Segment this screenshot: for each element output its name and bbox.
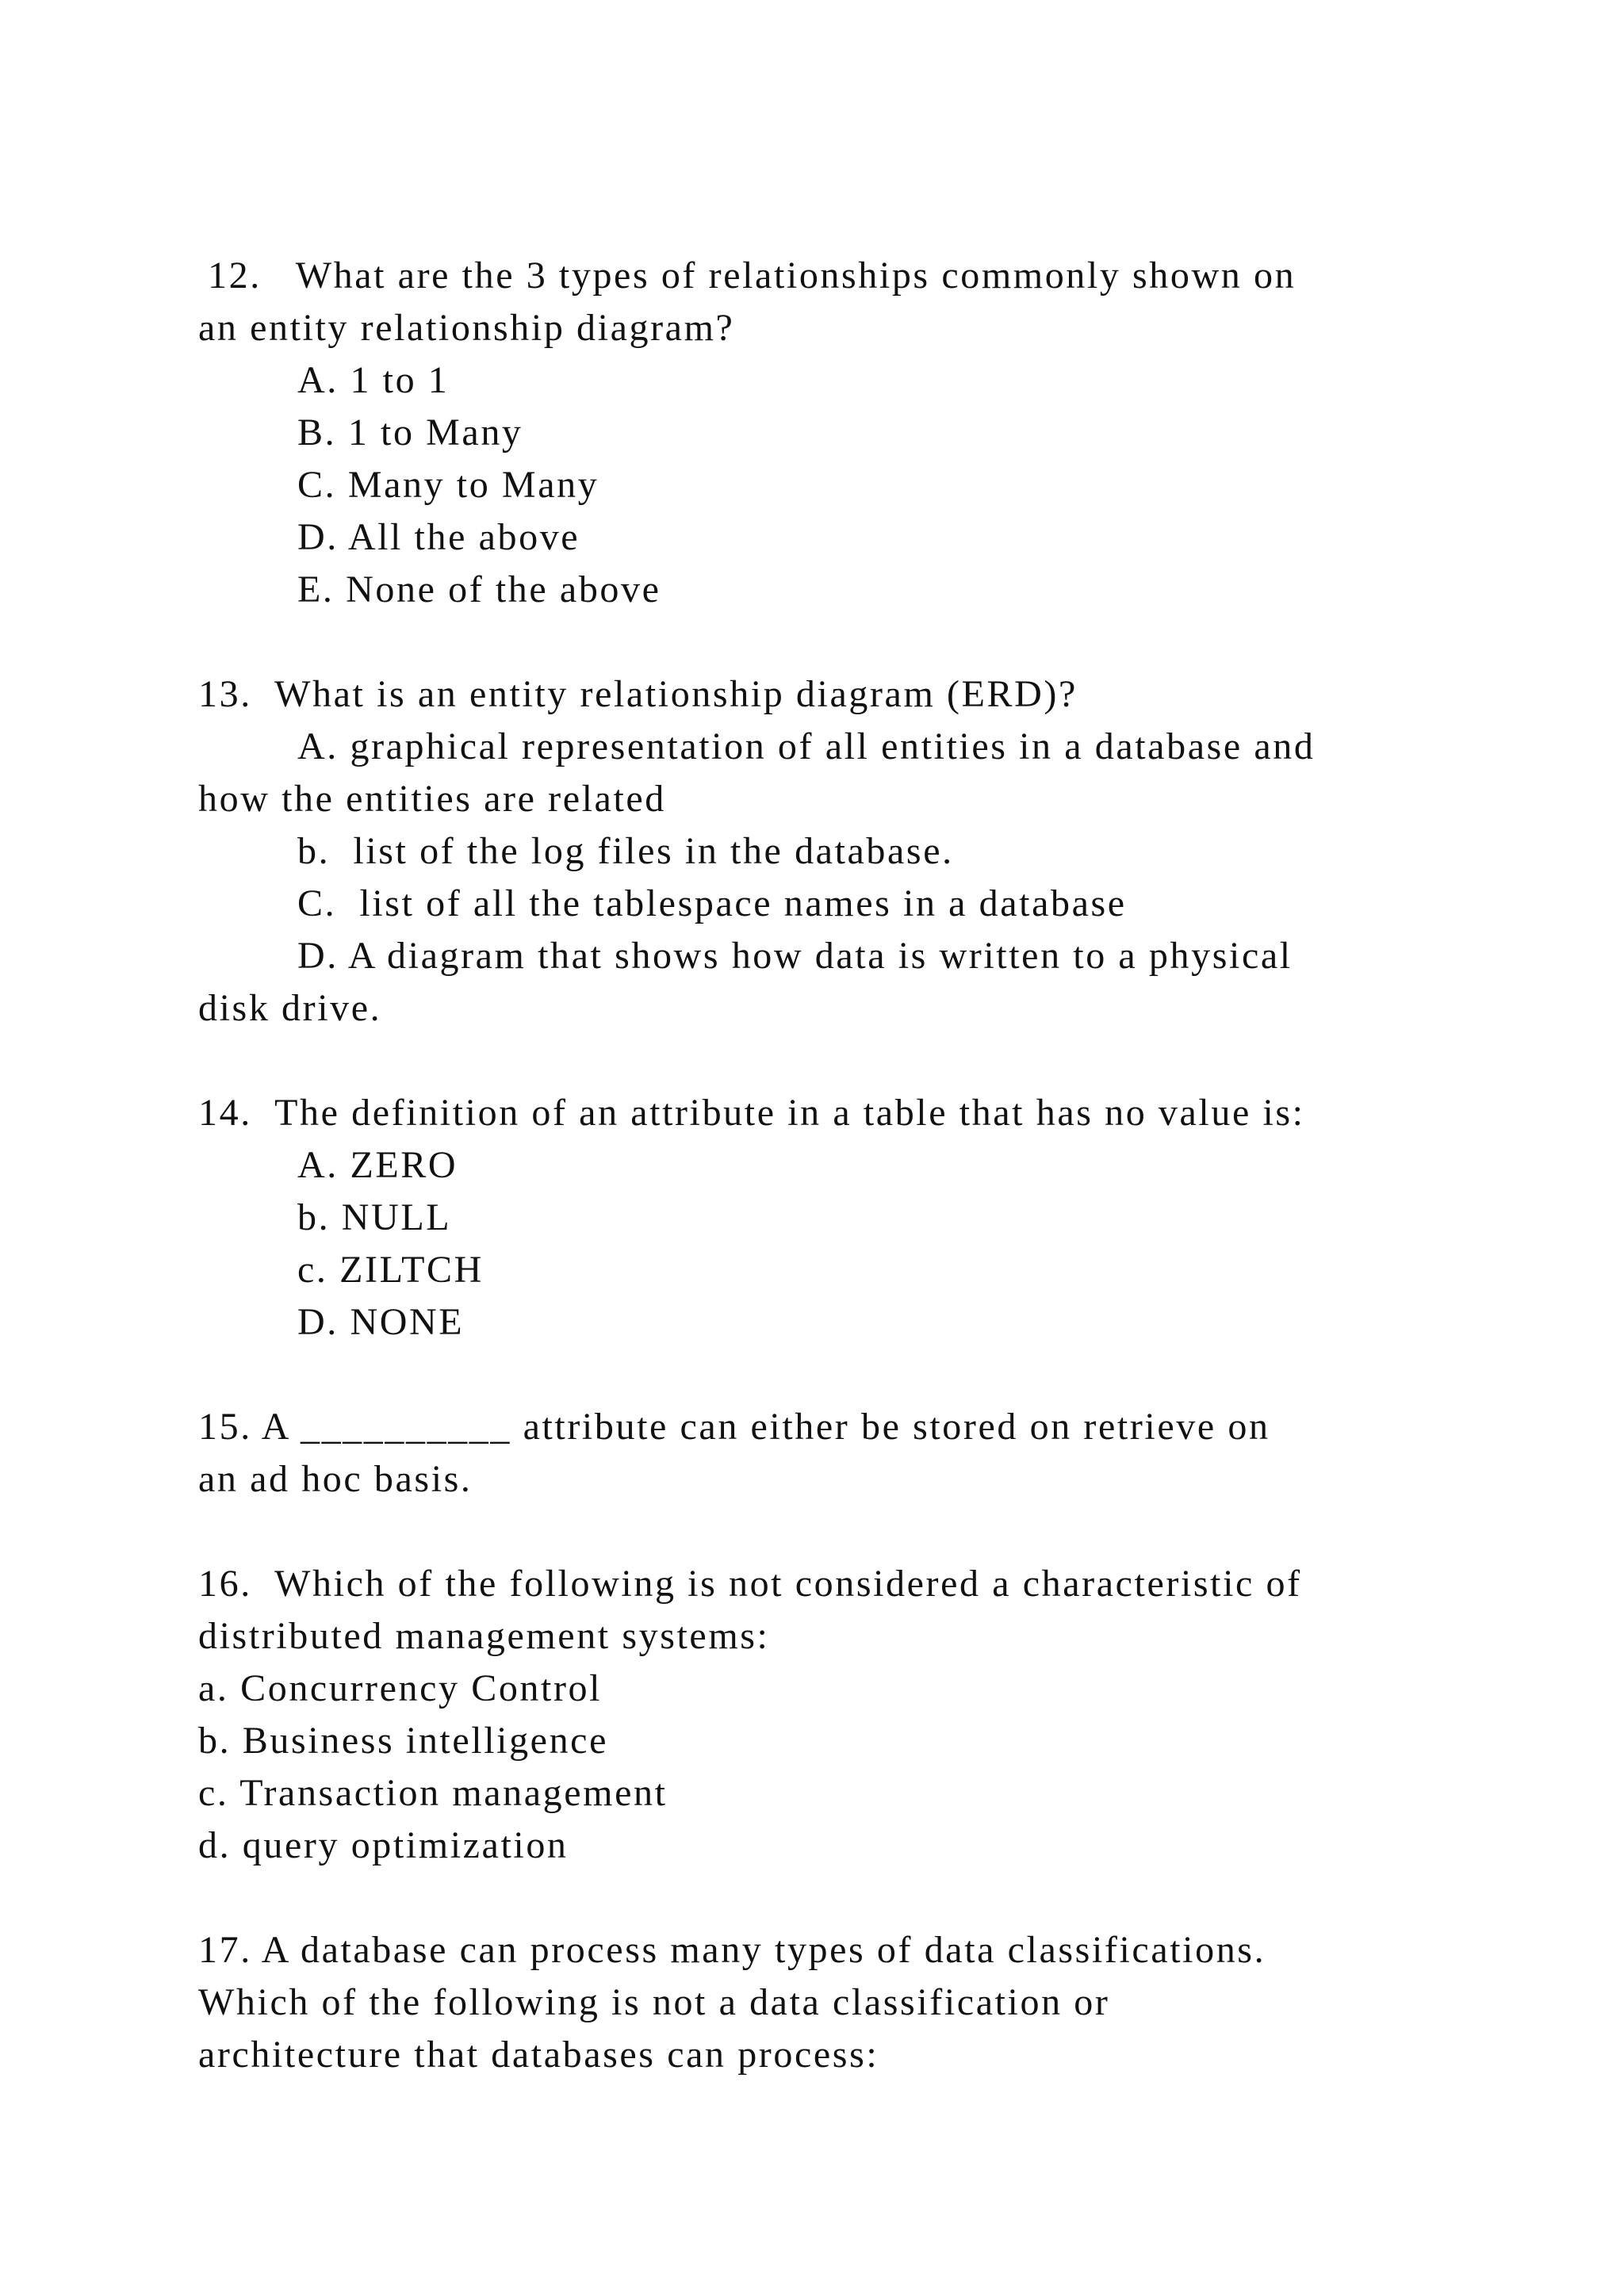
question-12-option-c: C. Many to Many [297,464,599,506]
question-16-option-d: d. query optimization [198,1824,569,1866]
question-16-option-a: a. Concurrency Control [198,1667,603,1709]
question-13-text: 13. What is an entity relationship diagram (ERD)? [198,673,1078,715]
question-14-option-c: c. ZILTCH [297,1249,484,1291]
question-16-option-b: b. Business intelligence [198,1720,608,1762]
question-13-option-b: b. list of the log files in the database. [297,830,954,872]
question-16-text: 16. Which of the following is not considered a characteristic of [198,1563,1302,1605]
question-17-text-continued: Which of the following is not a data classification or [198,1981,1110,2023]
question-12-option-a: A. 1 to 1 [297,359,450,401]
question-16-option-c: c. Transaction management [198,1772,668,1814]
question-14-option-d: D. NONE [297,1301,465,1343]
question-13-option-c: C. list of all the tablespace names in a database [297,882,1127,924]
question-12-option-b: B. 1 to Many [297,411,523,453]
question-15-text: 15. A __________ attribute can either be stored on retrieve on [198,1406,1270,1448]
question-16-text-continued: distributed management systems: [198,1615,770,1657]
question-14-text: 14. The definition of an attribute in a table that has no value is: [198,1092,1305,1134]
question-14-option-a: A. ZERO [297,1144,458,1186]
question-13-option-a-continued: how the entities are related [198,778,666,820]
question-15-text-continued: an ad hoc basis. [198,1458,473,1500]
question-12-option-d: D. All the above [297,516,580,558]
question-12-option-e: E. None of the above [297,568,661,610]
question-17-text-continued-2: architecture that databases can process: [198,2034,879,2076]
question-13-option-a: A. graphical representation of all entities in a database and [297,725,1316,767]
question-13-option-d: D. A diagram that shows how data is written to a physical [297,935,1293,977]
question-13-option-d-continued: disk drive. [198,987,382,1029]
question-12-text-continued: an entity relationship diagram? [198,307,735,349]
question-14-option-b: b. NULL [297,1196,452,1238]
question-12-text: 12. What are the 3 types of relationships commonly shown on [208,254,1297,297]
question-17-text: 17. A database can process many types of data classifications. [198,1929,1266,1971]
